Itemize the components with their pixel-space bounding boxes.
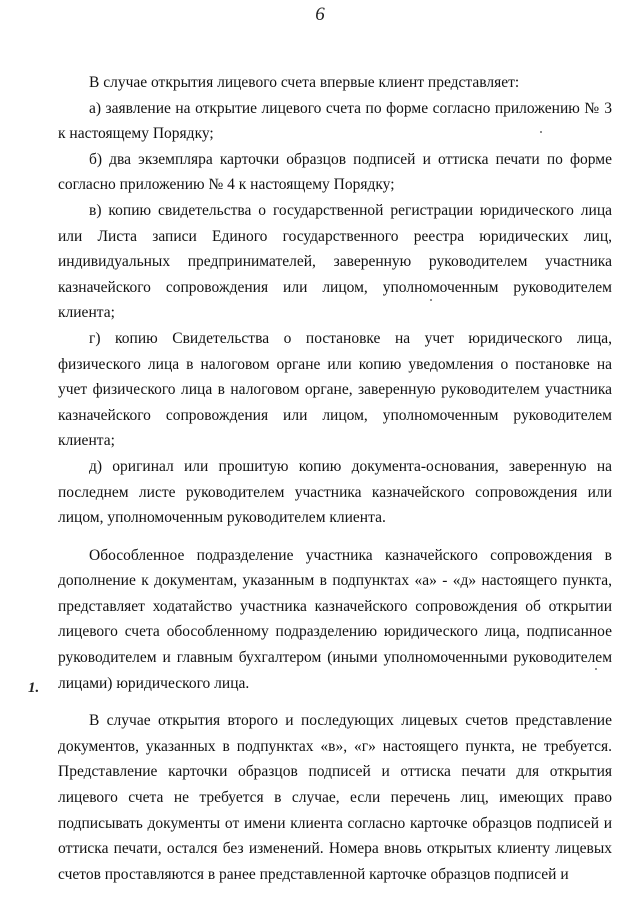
margin-handwritten-mark: 1. bbox=[28, 680, 40, 696]
paragraph-intro: В случае открытия лицевого счета впервые клиент представляет: bbox=[89, 74, 520, 91]
paragraph-item-a: а) заявление на открытие лицевого счета по форме согласно приложению № 3 к настоящему Порядку; bbox=[58, 99, 612, 143]
paragraph-item-d: д) оригинал или прошитую копию документа-основания, заверенную на последнем листе руководителем участника казначейского сопровождения или лицом, уполномоченным руководителем клиента. bbox=[58, 457, 612, 527]
scan-speck bbox=[430, 299, 432, 301]
document-body bbox=[58, 70, 612, 887]
page-number: 6 bbox=[315, 4, 325, 25]
paragraph-separate-division: Обособленное подразделение участника казначейского сопровождения в дополнение к документам, указанным в подпунктах «а» - «д» настоящего пункта, представляет ходатайство участника казначейского сопровождения об открытии лицевого счета обособленному подразделению юридического лица, подписанное руководителем и главным бухгалтером (иными уполномоченными руководителем лицами) юридического лица. bbox=[58, 546, 612, 692]
scan-speck bbox=[595, 668, 597, 670]
paragraph-item-b: б) два экземпляра карточки образцов подписей и оттиска печати по форме согласно приложению № 4 к настоящему Порядку; bbox=[58, 150, 612, 194]
paragraph-item-v: в) копию свидетельства о государственной регистрации юридического лица или Листа записи Единого государственного реестра юридических лиц, индивидуальных предпринимателей, заверенную руководителем участника казначейского сопровождения или лицом, уполномоченным руководителем клиента; bbox=[58, 201, 612, 322]
paragraph-item-g: г) копию Свидетельства о постановке на учет юридического лица, физического лица в налоговом органе или копию уведомления о постановке на учет физического лица в налоговом органе, заверенную руководителем участника казначейского сопровождения или лицом, уполномоченным руководителем клиента; bbox=[58, 329, 612, 450]
scan-speck bbox=[540, 131, 542, 133]
paragraph-subsequent-accounts: В случае открытия второго и последующих лицевых счетов представление документов, указанных в подпунктах «в», «г» настоящего пункта, не требуется. Представление карточки образцов подписей и оттиска печати для открытия лицевого счета не требуется в случае, если перечень лиц, имеющих право подписывать документы от имени клиента согласно карточке образцов подписей и оттиска печати, остался без изменений. Номера вновь открытых клиенту лицевых счетов проставляются в ранее представленной карточке образцов подписей и bbox=[58, 712, 612, 883]
